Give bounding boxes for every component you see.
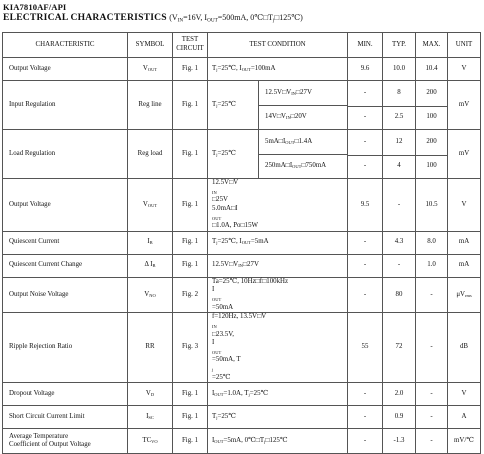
max-cell: 8.0 <box>416 231 448 254</box>
characteristic-cell: Dropout Voltage <box>3 383 128 406</box>
test-circuit-cell: Fig. 1 <box>173 179 208 232</box>
unit-cell: mA <box>448 231 481 254</box>
symbol-cell: $V_{OUT}$ <box>128 58 173 81</box>
test-circuit-cell: Fig. 1 <box>173 231 208 254</box>
table-row <box>3 313 481 383</box>
typ-cell: 72 <box>383 313 416 383</box>
max-cell: 100 <box>416 106 448 129</box>
unit-cell: mV <box>448 81 481 130</box>
col-header-test-condition: TEST CONDITION <box>208 33 348 58</box>
min-cell: - <box>348 383 383 406</box>
sub-condition: $250mA□I_{OUT}□750mA$ <box>265 162 327 170</box>
unit-cell: V <box>448 58 481 81</box>
characteristic-cell: Quiescent Current <box>3 231 128 254</box>
table-row <box>3 179 481 232</box>
test-condition-cell: Ta=25℃, 10Hz□f□100kHz I $_{OUT}$ =50mA <box>208 277 348 313</box>
characteristic-cell: Input Regulation <box>3 81 128 130</box>
typ-cell: 2.5 <box>383 106 416 129</box>
typ-cell: 8 <box>383 81 416 107</box>
min-cell: 55 <box>348 313 383 383</box>
typ-cell: - <box>383 179 416 232</box>
characteristic-cell: Ripple Rejection Ratio <box>3 313 128 383</box>
max-cell: 10.5 <box>416 179 448 232</box>
typ-cell: 0.9 <box>383 406 416 429</box>
symbol-cell: RR <box>128 313 173 383</box>
table-row <box>3 406 481 429</box>
symbol-cell: $V_D$ <box>128 383 173 406</box>
table-row <box>3 429 481 454</box>
symbol-cell: Reg line <box>128 81 173 130</box>
col-header-characteristic: CHARACTERISTIC <box>3 33 128 58</box>
min-cell: - <box>348 277 383 313</box>
max-cell: - <box>416 383 448 406</box>
test-condition-cell: $12.5V□V_{IN}□27V$ <box>208 254 348 277</box>
typ-cell: 4.3 <box>383 231 416 254</box>
section-heading <box>3 12 303 23</box>
characteristic-cell: Output Noise Voltage <box>3 277 128 313</box>
min-cell: - <box>348 406 383 429</box>
sub-condition: $12.5V□V_{IN}□27V$ <box>259 81 348 106</box>
test-condition-cell: $T_j=25℃$, $I_{OUT}=100mA$ <box>208 58 348 81</box>
max-cell: 10.4 <box>416 58 448 81</box>
test-circuit-cell: Fig. 1 <box>173 130 208 179</box>
characteristic-cell: Average Temperature Coefficient of Output Voltage <box>3 429 128 454</box>
max-cell: 1.0 <box>416 254 448 277</box>
typ-cell: 2.0 <box>383 383 416 406</box>
col-header-symbol: SYMBOL <box>128 33 173 58</box>
table-row <box>3 254 481 277</box>
test-circuit-cell: Fig. 2 <box>173 277 208 313</box>
test-condition-cell: $I_{OUT}=1.0A$, $T_j=25℃$ <box>208 383 348 406</box>
tj-condition: $T_j=25℃$ <box>208 81 259 129</box>
max-cell: - <box>416 313 448 383</box>
col-header-test-circuit: TEST CIRCUIT <box>173 33 208 58</box>
sub-condition: $5mA□I_{OUT}□1.4A$ <box>259 130 348 155</box>
typ-cell: 10.0 <box>383 58 416 81</box>
unit-cell: mV/℃ <box>448 429 481 454</box>
typ-cell: 12 <box>383 130 416 156</box>
sub-condition: $14V□V_{IN}□20V$ <box>265 113 307 121</box>
col-header-unit: UNIT <box>448 33 481 58</box>
min-cell: - <box>348 254 383 277</box>
test-condition-cell <box>208 81 348 130</box>
symbol-cell: Δ $I_B$ <box>128 254 173 277</box>
max-cell: 200 <box>416 81 448 107</box>
table-row <box>3 383 481 406</box>
col-header-max: MAX. <box>416 33 448 58</box>
typ-cell: 4 <box>383 155 416 178</box>
min-cell: - <box>348 81 383 107</box>
max-cell: 100 <box>416 155 448 178</box>
symbol-cell: $V_{OUT}$ <box>128 179 173 232</box>
test-circuit-cell: Fig. 1 <box>173 429 208 454</box>
part-number: KIA7810AF/API <box>3 2 67 12</box>
symbol-cell: $I_{SC}$ <box>128 406 173 429</box>
test-circuit-cell: Fig. 3 <box>173 313 208 383</box>
test-circuit-cell: Fig. 1 <box>173 81 208 130</box>
max-cell: - <box>416 277 448 313</box>
col-header-min: MIN. <box>348 33 383 58</box>
tj-condition: $T_j=25℃$ <box>208 130 259 178</box>
table-row <box>3 277 481 313</box>
test-condition-cell: $I_{OUT}=5mA$, $0℃□T_j□125℃$ <box>208 429 348 454</box>
unit-cell: A <box>448 406 481 429</box>
max-cell: 200 <box>416 130 448 156</box>
characteristic-cell: Quiescent Current Change <box>3 254 128 277</box>
test-circuit-cell: Fig. 1 <box>173 58 208 81</box>
symbol-cell: $V_{NO}$ <box>128 277 173 313</box>
col-header-typ: TYP. <box>383 33 416 58</box>
table-row <box>3 130 481 156</box>
test-condition-cell <box>208 130 348 179</box>
table-row <box>3 81 481 107</box>
test-condition-cell: 12.5V□V $_{IN}$ □25V 5.0mA□I $_{OUT}$ □1.0A, Po□15W <box>208 179 348 232</box>
symbol-cell: $TC_{VO}$ <box>128 429 173 454</box>
unit-cell: mA <box>448 254 481 277</box>
min-cell: - <box>348 155 383 178</box>
test-circuit-cell: Fig. 1 <box>173 383 208 406</box>
symbol-cell: $I_B$ <box>128 231 173 254</box>
table-header-row <box>3 33 481 58</box>
min-cell: - <box>348 429 383 454</box>
typ-cell: -1.3 <box>383 429 416 454</box>
characteristic-cell: Output Voltage <box>3 179 128 232</box>
min-cell: - <box>348 106 383 129</box>
characteristic-cell: Load Regulation <box>3 130 128 179</box>
test-condition-cell: $T_j=25℃$, $I_{OUT}=5mA$ <box>208 231 348 254</box>
min-cell: 9.6 <box>348 58 383 81</box>
section-conditions: ($V_{IN}=16V$, $I_{OUT}=500mA$, $0℃□T_j□125℃$) <box>169 13 303 24</box>
typ-cell: - <box>383 254 416 277</box>
unit-cell: V <box>448 383 481 406</box>
max-cell: - <box>416 429 448 454</box>
min-cell: - <box>348 130 383 156</box>
min-cell: 9.5 <box>348 179 383 232</box>
test-circuit-cell: Fig. 1 <box>173 406 208 429</box>
test-circuit-cell: Fig. 1 <box>173 254 208 277</box>
symbol-cell: Reg load <box>128 130 173 179</box>
characteristic-cell: Output Voltage <box>3 58 128 81</box>
section-title: ELECTRICAL CHARACTERISTICS <box>3 12 167 23</box>
typ-cell: 80 <box>383 277 416 313</box>
electrical-characteristics-table <box>2 32 481 454</box>
unit-cell: $\mu V_{rms}$ <box>448 277 481 313</box>
unit-cell: dB <box>448 313 481 383</box>
max-cell: - <box>416 406 448 429</box>
test-condition-cell: f=120Hz, 13.5V□V $_{IN}$ □23.5V, I $_{OUT}$ =50mA, T $_j$ =25℃ <box>208 313 348 383</box>
table-row <box>3 58 481 81</box>
min-cell: - <box>348 231 383 254</box>
characteristic-cell: Short Circuit Current Limit <box>3 406 128 429</box>
test-condition-cell: $T_j=25℃$ <box>208 406 348 429</box>
table-row <box>3 231 481 254</box>
unit-cell: V <box>448 179 481 232</box>
unit-cell: mV <box>448 130 481 179</box>
